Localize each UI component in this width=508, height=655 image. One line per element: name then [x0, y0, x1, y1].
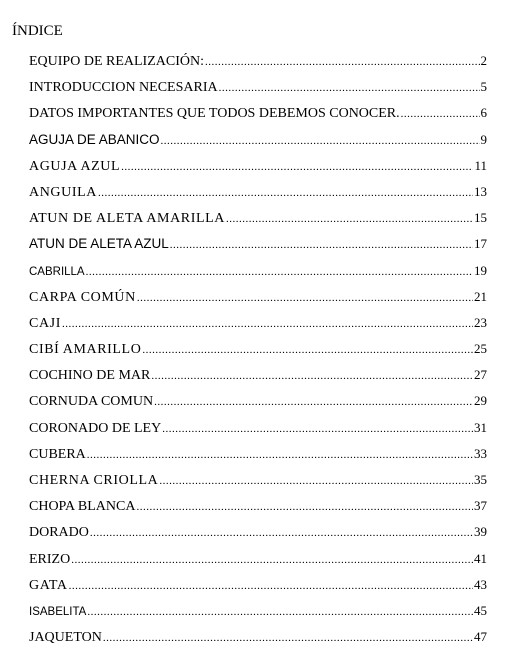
toc-entry-page: 19 [474, 262, 487, 278]
toc-entry-page: 37 [474, 498, 487, 514]
dot-leader [154, 396, 473, 408]
toc-entry-page: 2 [480, 53, 487, 68]
toc-entry[interactable] [29, 551, 487, 577]
toc-entry-label: ATUN DE ALETA AMARILLA [29, 211, 226, 227]
toc-entry[interactable] [29, 393, 487, 419]
toc-entry-page: 35 [474, 472, 487, 487]
toc-entry[interactable] [29, 446, 487, 472]
toc-entry-page: 41 [474, 550, 487, 566]
dot-leader [62, 318, 473, 330]
toc-entry-label: CORONADO DE LEY [29, 420, 162, 436]
toc-entry[interactable] [29, 236, 487, 262]
toc-entry-label: GATA [29, 577, 68, 593]
toc-entry[interactable] [29, 315, 487, 341]
dot-leader [86, 266, 473, 278]
toc-entry[interactable] [29, 498, 487, 524]
toc-entry-label: EQUIPO DE REALIZACIÓN: [29, 54, 204, 69]
dot-leader [162, 423, 473, 435]
toc-entry-label: JAQUETON [29, 630, 102, 646]
toc-entry-label: ATUN DE ALETA AZUL [29, 236, 169, 252]
toc-entry-label: CHOPA BLANCA [29, 499, 136, 515]
toc-entry-page: 17 [474, 236, 487, 252]
toc-entry[interactable] [29, 132, 487, 158]
dot-leader [401, 108, 480, 120]
toc-entry-label: COCHINO DE MAR [29, 368, 151, 384]
toc-entry-label: DORADO [29, 525, 89, 541]
dot-leader [87, 606, 473, 618]
toc-entry-page: 27 [474, 367, 487, 383]
toc-entry[interactable] [29, 263, 487, 289]
toc-entry-page: 25 [474, 341, 487, 357]
toc-entry[interactable] [29, 184, 487, 210]
toc-entry-page: 47 [474, 629, 487, 645]
dot-leader [103, 632, 473, 644]
toc-entry-label: CABRILLA [29, 265, 85, 278]
dot-leader [226, 213, 473, 225]
toc-entry-label: AGUJA AZUL [29, 158, 121, 174]
dot-leader [136, 501, 473, 513]
toc-entry[interactable] [29, 105, 487, 131]
dot-leader [71, 554, 473, 566]
toc-entry[interactable] [29, 289, 487, 315]
toc-entry[interactable] [29, 629, 487, 655]
toc-entry[interactable] [29, 210, 487, 236]
toc-entry[interactable] [29, 158, 487, 184]
toc-entry-label: CARPA COMÚN [29, 289, 136, 305]
dot-leader [159, 475, 473, 487]
toc-entry-label: CHERNA CRIOLLA [29, 473, 159, 488]
dot-leader [98, 187, 473, 199]
dot-leader [219, 82, 480, 94]
dot-leader [87, 449, 473, 461]
table-of-contents [29, 53, 487, 655]
toc-entry-label: CORNUDA COMUN [29, 394, 154, 410]
toc-entry[interactable] [29, 79, 487, 105]
toc-entry-page: 11 [474, 157, 487, 173]
toc-entry-page: 39 [474, 524, 487, 540]
toc-entry-page: 33 [474, 445, 487, 461]
toc-entry-page: 45 [474, 602, 487, 618]
toc-entry-label: AGUJA DE ABANICO [29, 131, 160, 147]
toc-entry-page: 31 [474, 419, 487, 435]
toc-entry-page: 5 [480, 79, 487, 95]
dot-leader [90, 527, 473, 539]
index-title: ÍNDICE [12, 23, 63, 39]
toc-entry-page: 29 [474, 393, 487, 409]
toc-entry-page: 13 [474, 183, 487, 199]
toc-entry-page: 15 [474, 210, 487, 226]
toc-entry-label: CUBERA [29, 446, 86, 462]
toc-entry-page: 9 [480, 131, 487, 147]
dot-leader [170, 239, 473, 251]
toc-entry-label: ANGUILA [29, 184, 97, 200]
dot-leader [205, 56, 480, 68]
dot-leader [137, 292, 473, 304]
toc-entry[interactable] [29, 472, 487, 498]
toc-entry[interactable] [29, 524, 487, 550]
toc-entry-page: 43 [474, 576, 487, 592]
dot-leader [69, 580, 473, 592]
toc-entry[interactable] [29, 577, 487, 603]
toc-entry[interactable] [29, 53, 487, 79]
toc-entry-label: CAJI [29, 315, 61, 331]
toc-entry-page: 21 [474, 288, 487, 304]
toc-entry[interactable] [29, 420, 487, 446]
dot-leader [121, 161, 473, 173]
dot-leader [142, 344, 473, 356]
toc-entry[interactable] [29, 341, 487, 367]
toc-entry-label: ISABELITA [29, 605, 87, 618]
toc-entry-page: 6 [480, 105, 487, 121]
toc-entry-label: INTRODUCCION NECESARIA [29, 80, 218, 96]
toc-entry-label: DATOS IMPORTANTES QUE TODOS DEBEMOS CONOCER. [29, 106, 400, 122]
toc-entry-label: CIBÍ AMARILLO [29, 342, 142, 358]
toc-entry[interactable] [29, 603, 487, 629]
toc-entry[interactable] [29, 367, 487, 393]
toc-entry-page: 23 [474, 314, 487, 330]
dot-leader [151, 370, 473, 382]
dot-leader [161, 135, 480, 147]
toc-entry-label: ERIZO [29, 551, 71, 567]
